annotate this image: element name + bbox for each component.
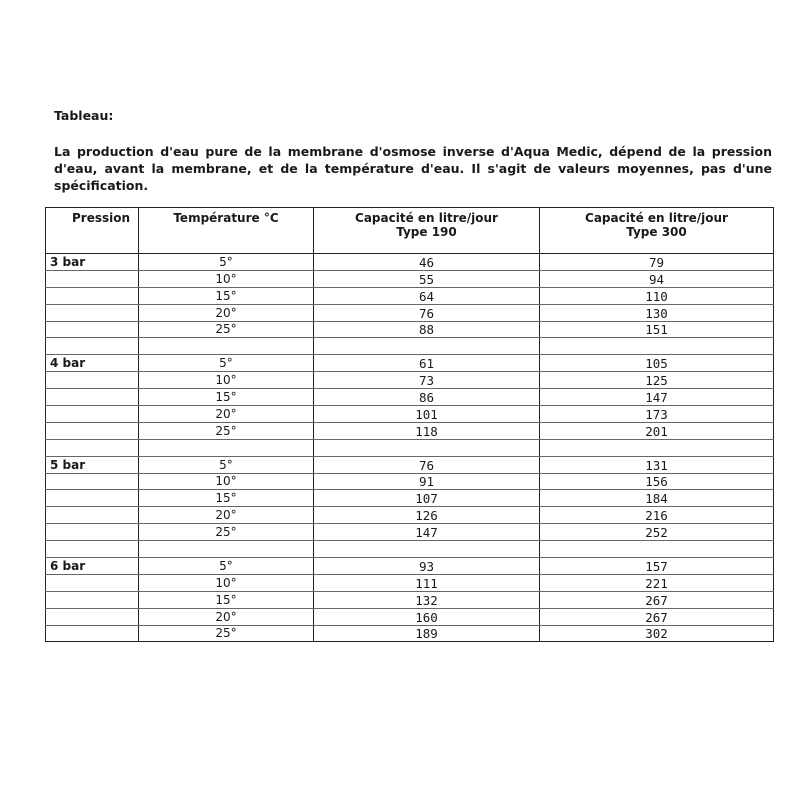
type190-cell: 64 <box>314 287 540 304</box>
pression-cell <box>46 422 139 439</box>
empty-cell <box>46 338 139 355</box>
pression-cell <box>46 270 139 287</box>
table-row <box>46 524 774 541</box>
pression-cell <box>46 608 139 625</box>
header-temperature: Température °C <box>139 208 314 254</box>
temperature-cell: 10° <box>139 270 314 287</box>
table-row <box>46 591 774 608</box>
table-row <box>46 625 774 642</box>
header-type300-line2: Type 300 <box>626 225 687 239</box>
table-row <box>46 304 774 321</box>
pression-cell: 3 bar <box>46 254 139 271</box>
spacer-row <box>46 439 774 456</box>
table-body <box>46 254 774 642</box>
pression-cell <box>46 372 139 389</box>
table-row <box>46 372 774 389</box>
table-row <box>46 389 774 406</box>
header-type190-line1: Capacité en litre/jour <box>355 211 498 225</box>
pression-cell <box>46 490 139 507</box>
type190-cell: 132 <box>314 591 540 608</box>
type190-cell: 86 <box>314 389 540 406</box>
table-row <box>46 608 774 625</box>
type300-cell: 221 <box>540 574 774 591</box>
spacer-row <box>46 338 774 355</box>
type190-cell: 76 <box>314 456 540 473</box>
empty-cell <box>46 541 139 558</box>
temperature-cell: 15° <box>139 287 314 304</box>
type300-cell: 173 <box>540 406 774 423</box>
pression-cell <box>46 321 139 338</box>
type300-cell: 157 <box>540 558 774 575</box>
header-type190 <box>314 208 540 254</box>
table-row <box>46 473 774 490</box>
type300-cell: 110 <box>540 287 774 304</box>
empty-cell <box>314 338 540 355</box>
temperature-cell: 20° <box>139 507 314 524</box>
type300-cell: 131 <box>540 456 774 473</box>
empty-cell <box>139 541 314 558</box>
type190-cell: 111 <box>314 574 540 591</box>
temperature-cell: 5° <box>139 355 314 372</box>
type300-cell: 130 <box>540 304 774 321</box>
type300-cell: 94 <box>540 270 774 287</box>
table-row <box>46 422 774 439</box>
type300-cell: 105 <box>540 355 774 372</box>
table-row <box>46 406 774 423</box>
type300-cell: 252 <box>540 524 774 541</box>
header-type300-line1: Capacité en litre/jour <box>585 211 728 225</box>
header-type300 <box>540 208 774 254</box>
type190-cell: 76 <box>314 304 540 321</box>
type190-cell: 91 <box>314 473 540 490</box>
pression-cell: 6 bar <box>46 558 139 575</box>
pression-cell: 4 bar <box>46 355 139 372</box>
pression-cell <box>46 591 139 608</box>
pression-cell <box>46 507 139 524</box>
pression-cell <box>46 287 139 304</box>
temperature-cell: 20° <box>139 304 314 321</box>
temperature-cell: 5° <box>139 456 314 473</box>
type300-cell: 125 <box>540 372 774 389</box>
temperature-cell: 15° <box>139 389 314 406</box>
empty-cell <box>540 439 774 456</box>
table-row <box>46 456 774 473</box>
table-row <box>46 355 774 372</box>
temperature-cell: 25° <box>139 321 314 338</box>
type190-cell: 61 <box>314 355 540 372</box>
capacity-table <box>45 207 774 642</box>
type190-cell: 107 <box>314 490 540 507</box>
empty-cell <box>139 439 314 456</box>
type190-cell: 118 <box>314 422 540 439</box>
temperature-cell: 5° <box>139 558 314 575</box>
empty-cell <box>314 541 540 558</box>
table-row <box>46 574 774 591</box>
temperature-cell: 10° <box>139 372 314 389</box>
type300-cell: 267 <box>540 608 774 625</box>
spacer-row <box>46 541 774 558</box>
type190-cell: 189 <box>314 625 540 642</box>
type300-cell: 302 <box>540 625 774 642</box>
empty-cell <box>540 541 774 558</box>
temperature-cell: 25° <box>139 524 314 541</box>
empty-cell <box>540 338 774 355</box>
table-row <box>46 490 774 507</box>
type190-cell: 55 <box>314 270 540 287</box>
pression-cell <box>46 389 139 406</box>
table-row <box>46 558 774 575</box>
type300-cell: 147 <box>540 389 774 406</box>
type190-cell: 46 <box>314 254 540 271</box>
temperature-cell: 25° <box>139 422 314 439</box>
type300-cell: 201 <box>540 422 774 439</box>
intro-paragraph: La production d'eau pure de la membrane d'osmose inverse d'Aqua Medic, dépend de la pression d'eau, avant la membrane, et de la température d'eau. Il s'agit de valeurs moyennes, pas d'une spécification. <box>54 144 772 193</box>
table-row <box>46 321 774 338</box>
type190-cell: 126 <box>314 507 540 524</box>
type300-cell: 184 <box>540 490 774 507</box>
type190-cell: 88 <box>314 321 540 338</box>
pression-cell <box>46 406 139 423</box>
empty-cell <box>139 338 314 355</box>
pression-cell <box>46 625 139 642</box>
type300-cell: 216 <box>540 507 774 524</box>
pression-cell <box>46 574 139 591</box>
pression-cell <box>46 524 139 541</box>
empty-cell <box>314 439 540 456</box>
table-row <box>46 287 774 304</box>
pression-cell: 5 bar <box>46 456 139 473</box>
type300-cell: 79 <box>540 254 774 271</box>
temperature-cell: 20° <box>139 406 314 423</box>
empty-cell <box>46 439 139 456</box>
table-row <box>46 507 774 524</box>
temperature-cell: 10° <box>139 574 314 591</box>
type190-cell: 160 <box>314 608 540 625</box>
temperature-cell: 25° <box>139 625 314 642</box>
type300-cell: 156 <box>540 473 774 490</box>
type300-cell: 267 <box>540 591 774 608</box>
table-header-row <box>46 208 774 254</box>
pression-cell <box>46 304 139 321</box>
header-type190-line2: Type 190 <box>396 225 457 239</box>
temperature-cell: 15° <box>139 591 314 608</box>
header-pression: Pression <box>46 208 139 254</box>
temperature-cell: 15° <box>139 490 314 507</box>
pression-cell <box>46 473 139 490</box>
type190-cell: 101 <box>314 406 540 423</box>
table-row <box>46 270 774 287</box>
type300-cell: 151 <box>540 321 774 338</box>
temperature-cell: 20° <box>139 608 314 625</box>
type190-cell: 147 <box>314 524 540 541</box>
document-heading: Tableau: <box>54 108 114 123</box>
table-row <box>46 254 774 271</box>
type190-cell: 73 <box>314 372 540 389</box>
temperature-cell: 5° <box>139 254 314 271</box>
type190-cell: 93 <box>314 558 540 575</box>
temperature-cell: 10° <box>139 473 314 490</box>
